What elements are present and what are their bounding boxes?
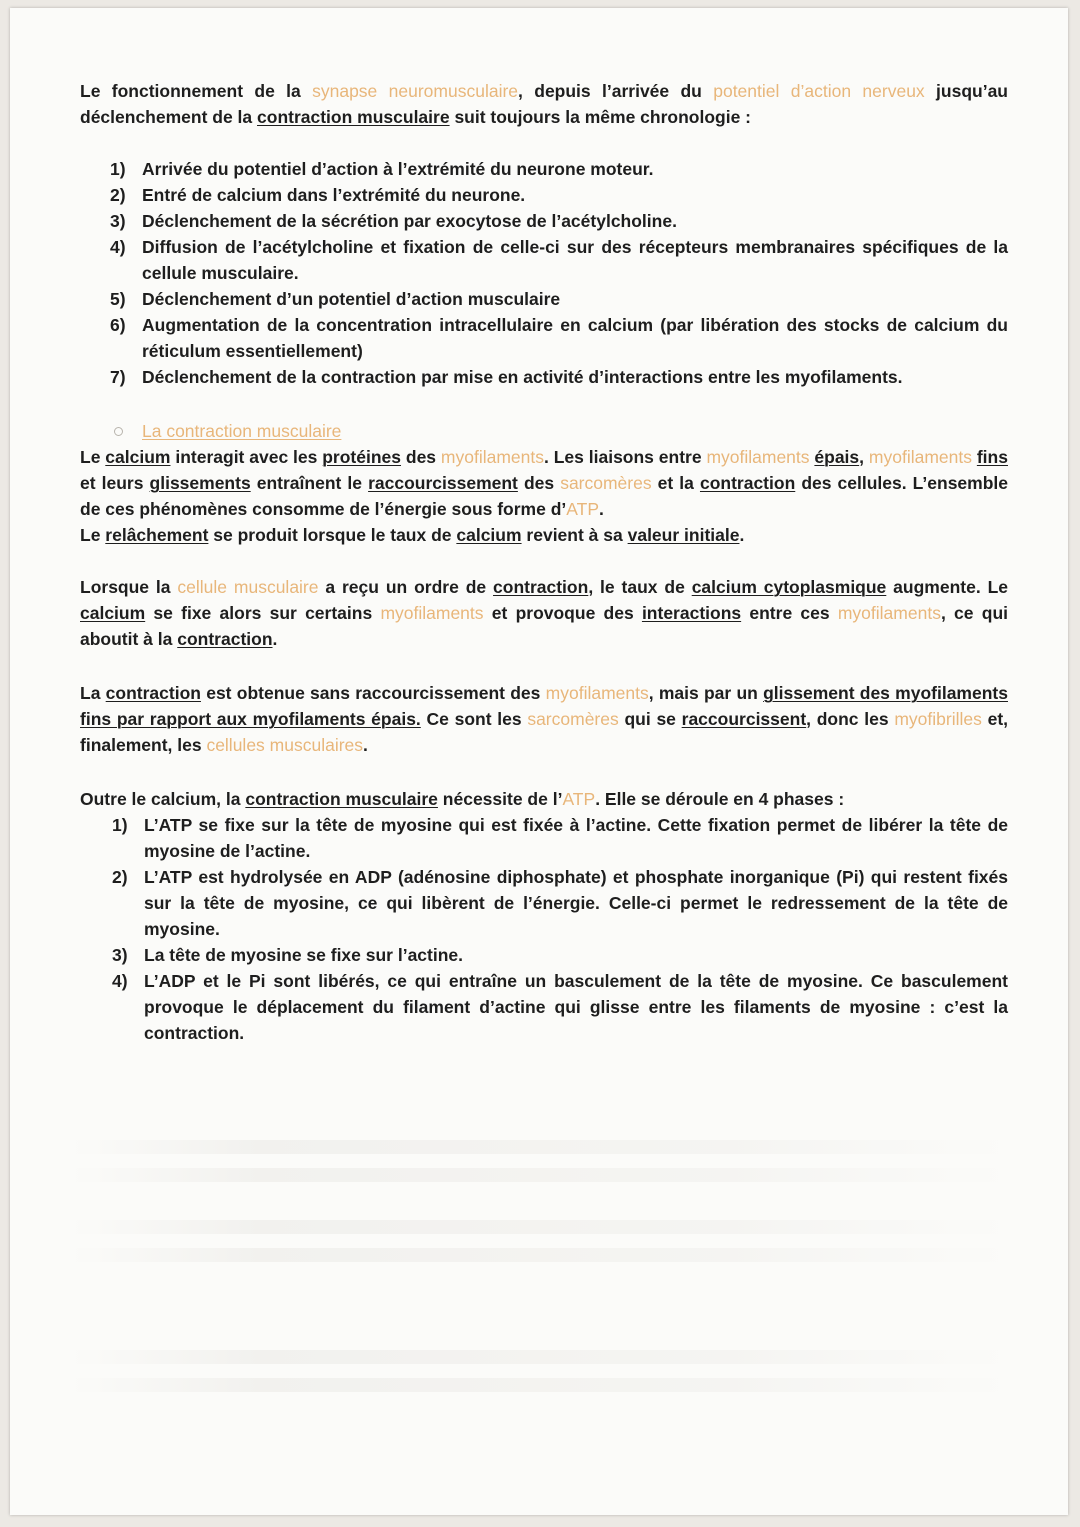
list-item: 7) Déclenchement de la contraction par mise en activité d’interactions entre les myofilaments. <box>110 367 903 387</box>
show-through-line <box>70 1378 1010 1392</box>
highlight-term: synapse neuromusculaire <box>312 81 519 101</box>
intro-paragraph: Le fonctionnement de la synapse neuromusculaire, depuis l’arrivée du potentiel d’action nerveux jusqu’au déclenchement de la contraction musculaire suit toujours la même chronologie : <box>80 81 1008 127</box>
show-through-line <box>70 1248 1010 1262</box>
list-item: 1) L’ATP se fixe sur la tête de myosine qui est fixée à l’actine. Cette fixation permet de libérer la tête de myosine de l’actine. <box>112 815 1008 861</box>
paragraph-atp: Outre le calcium, la contraction musculaire nécessite de l’ATP. Elle se déroule en 4 phases : <box>80 789 845 809</box>
paragraph-ordre-contraction: Lorsque la cellule musculaire a reçu un ordre de contraction, le taux de calcium cytoplasmique augmente. Le calcium se fixe alors sur certains myofilaments et provoque des interactions entre ces myofilaments, ce qui aboutit à la contraction. <box>80 577 1009 649</box>
paragraph-relachement: Le relâchement se produit lorsque le taux de calcium revient à sa valeur initiale. <box>80 525 745 545</box>
section-heading: La contraction musculaire <box>80 418 1008 444</box>
list-item: 3) Déclenchement de la sécrétion par exocytose de l’acétylcholine. <box>110 211 677 231</box>
list-item: 4) L’ADP et le Pi sont libérés, ce qui entraîne un basculement de la tête de myosine. Ce basculement provoque le déplacement du filament d’actine qui glisse entre les filaments de myosine : c’est la contraction. <box>112 971 1008 1043</box>
underlined-term: contraction musculaire <box>257 107 450 127</box>
list-item: 5) Déclenchement d’un potentiel d’action musculaire <box>110 289 561 309</box>
show-through-line <box>70 1350 1010 1364</box>
list-item: 2) Entré de calcium dans l’extrémité du neurone. <box>110 185 526 205</box>
list-item: 3) La tête de myosine se fixe sur l’actine. <box>112 945 464 965</box>
show-through-line <box>70 1168 1010 1182</box>
paragraph-calcium: Le calcium interagit avec les protéines des myofilaments. Les liaisons entre myofilaments épais, myofilaments fins et leurs glissements entraînent le raccourcissement des sarcomères et la contraction des cellules. L’ensemble de ces phénomènes consomme de l’énergie sous forme d’ATP. <box>80 447 1008 519</box>
list-item: 6) Augmentation de la concentration intracellulaire en calcium (par libération des stocks de calcium du réticulum essentiellement) <box>110 315 1008 361</box>
document-page <box>10 8 1068 1515</box>
highlight-term: potentiel d’action nerveux <box>713 81 925 101</box>
show-through-line <box>70 1220 1010 1234</box>
document-body <box>80 78 1008 1046</box>
paragraph-glissement: La contraction est obtenue sans raccourcissement des myofilaments, mais par un glissement des myofilaments fins par rapport aux myofilaments épais. Ce sont les sarcomères qui se raccourcissent, donc les myofibrilles et, finalement, les cellules musculaires. <box>80 683 1009 755</box>
show-through-line <box>70 1140 1010 1154</box>
list-item: 4) Diffusion de l’acétylcholine et fixation de celle-ci sur des récepteurs membranaires spécifiques de la cellule musculaire. <box>110 237 1008 283</box>
list-item: 2) L’ATP est hydrolysée en ADP (adénosine diphosphate) et phosphate inorganique (Pi) qui restent fixés sur la tête de myosine, ce qui libèrent de l’énergie. Celle-ci permet le redressement de la tête de myosine. <box>112 867 1008 939</box>
list-item: 1) Arrivée du potentiel d’action à l’extrémité du neurone moteur. <box>110 159 654 179</box>
chronology-list <box>80 156 1008 390</box>
bullet-circle-icon <box>114 427 123 436</box>
phases-list <box>80 812 1008 1046</box>
